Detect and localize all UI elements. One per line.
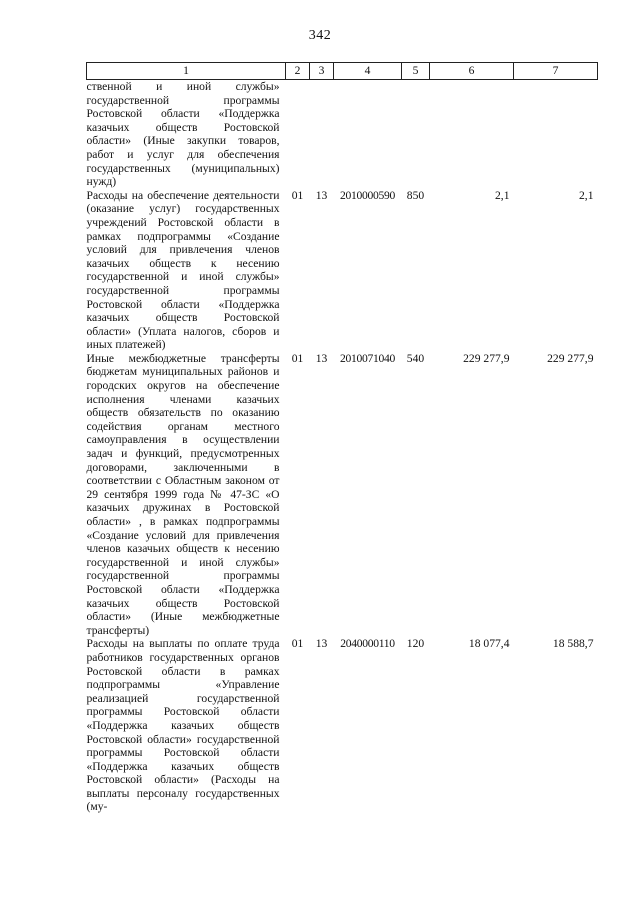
row-subsection: 13 — [315, 188, 328, 202]
row-expense-type: 850 — [406, 188, 425, 202]
row-amount-year-2: 2,1 — [579, 188, 594, 202]
row-description: Расходы на выплаты по оплате труда работников государственных органов Ростовской области в рамках подпрограммы «Управление реализацией государственной программы Ростовской области «Поддержка казачьих обществ Ростовской области» государственной программы Ростовской области «Поддержка казачьих обществ Ростовской области» (Расходы на выплаты персоналу государственных (му- — [86, 637, 280, 814]
page-number: 342 — [308, 28, 332, 43]
row-description: Иные межбюджетные трансферты бюджетам муниципальных районов и городских округов на обеспечение исполнения членами казачьих обществ обязательств по оказанию содействия органам местного самоуправления в осуществлении задач и функций, предусмотренных договорами, заключенными в соответствии с Областным законом от 29 сентября 1999 года № 47-ЗС «О казачьих дружинах в Ростовской области» , в рамках подпрограммы «Создание условий для привлечения членов казачьих обществ к несению государственной и иной службы» государственной программы Ростовской области «Поддержка казачьих обществ Ростовской области» (Иные межбюджетные трансферты) — [86, 351, 280, 637]
row-target-article: 2040000110 — [340, 637, 395, 651]
row-amount-year-2 — [514, 80, 598, 189]
row-expense-type — [402, 80, 430, 189]
row-amount-year-1 — [430, 80, 514, 189]
row-target-article: 2010000590 — [340, 188, 395, 202]
row-amount-year-2: 229 277,9 — [547, 351, 594, 365]
table-row — [87, 189, 598, 352]
row-amount-year-1: 18 077,4 — [468, 637, 510, 651]
row-description: ственной и иной службы» государственной программы Ростовской области «Поддержка казачьих обществ Ростовской области» (Иные закупки товаров, работ и услуг для обеспечения государственных (муниципальных) нужд) — [86, 80, 280, 189]
row-target-article — [334, 80, 402, 189]
row-section: 01 — [291, 351, 304, 365]
header-col-3: 3 — [310, 63, 334, 80]
row-expense-type: 120 — [406, 637, 425, 651]
row-target-article: 2010071040 — [340, 351, 395, 365]
header-col-4: 4 — [334, 63, 402, 80]
table-row — [87, 80, 598, 189]
header-col-7: 7 — [514, 63, 598, 80]
row-subsection: 13 — [315, 351, 328, 365]
row-description: Расходы на обеспечение деятельности (оказание услуг) государственных учреждений Ростовской области в рамках подпрограммы «Создание условий для привлечения членов казачьих обществ к несению государственной и иной службы» государственной программы Ростовской области «Поддержка казачьих обществ Ростовской области» (Уплата налогов, сборов и иных платежей) — [86, 188, 280, 352]
budget-table — [86, 62, 598, 814]
row-amount-year-2: 18 588,7 — [552, 637, 594, 651]
table-row — [87, 637, 598, 814]
row-section: 01 — [291, 188, 304, 202]
row-section: 01 — [291, 637, 304, 651]
row-section — [286, 80, 310, 189]
row-amount-year-1: 229 277,9 — [463, 351, 510, 365]
budget-table-container — [86, 62, 597, 814]
table-row — [87, 352, 598, 637]
row-subsection: 13 — [315, 637, 328, 651]
header-col-2: 2 — [286, 63, 310, 80]
header-col-6: 6 — [430, 63, 514, 80]
row-amount-year-1: 2,1 — [495, 188, 510, 202]
row-expense-type: 540 — [406, 351, 425, 365]
row-subsection — [310, 80, 334, 189]
header-col-5: 5 — [402, 63, 430, 80]
header-col-1: 1 — [87, 63, 286, 80]
table-header-row — [87, 63, 598, 80]
